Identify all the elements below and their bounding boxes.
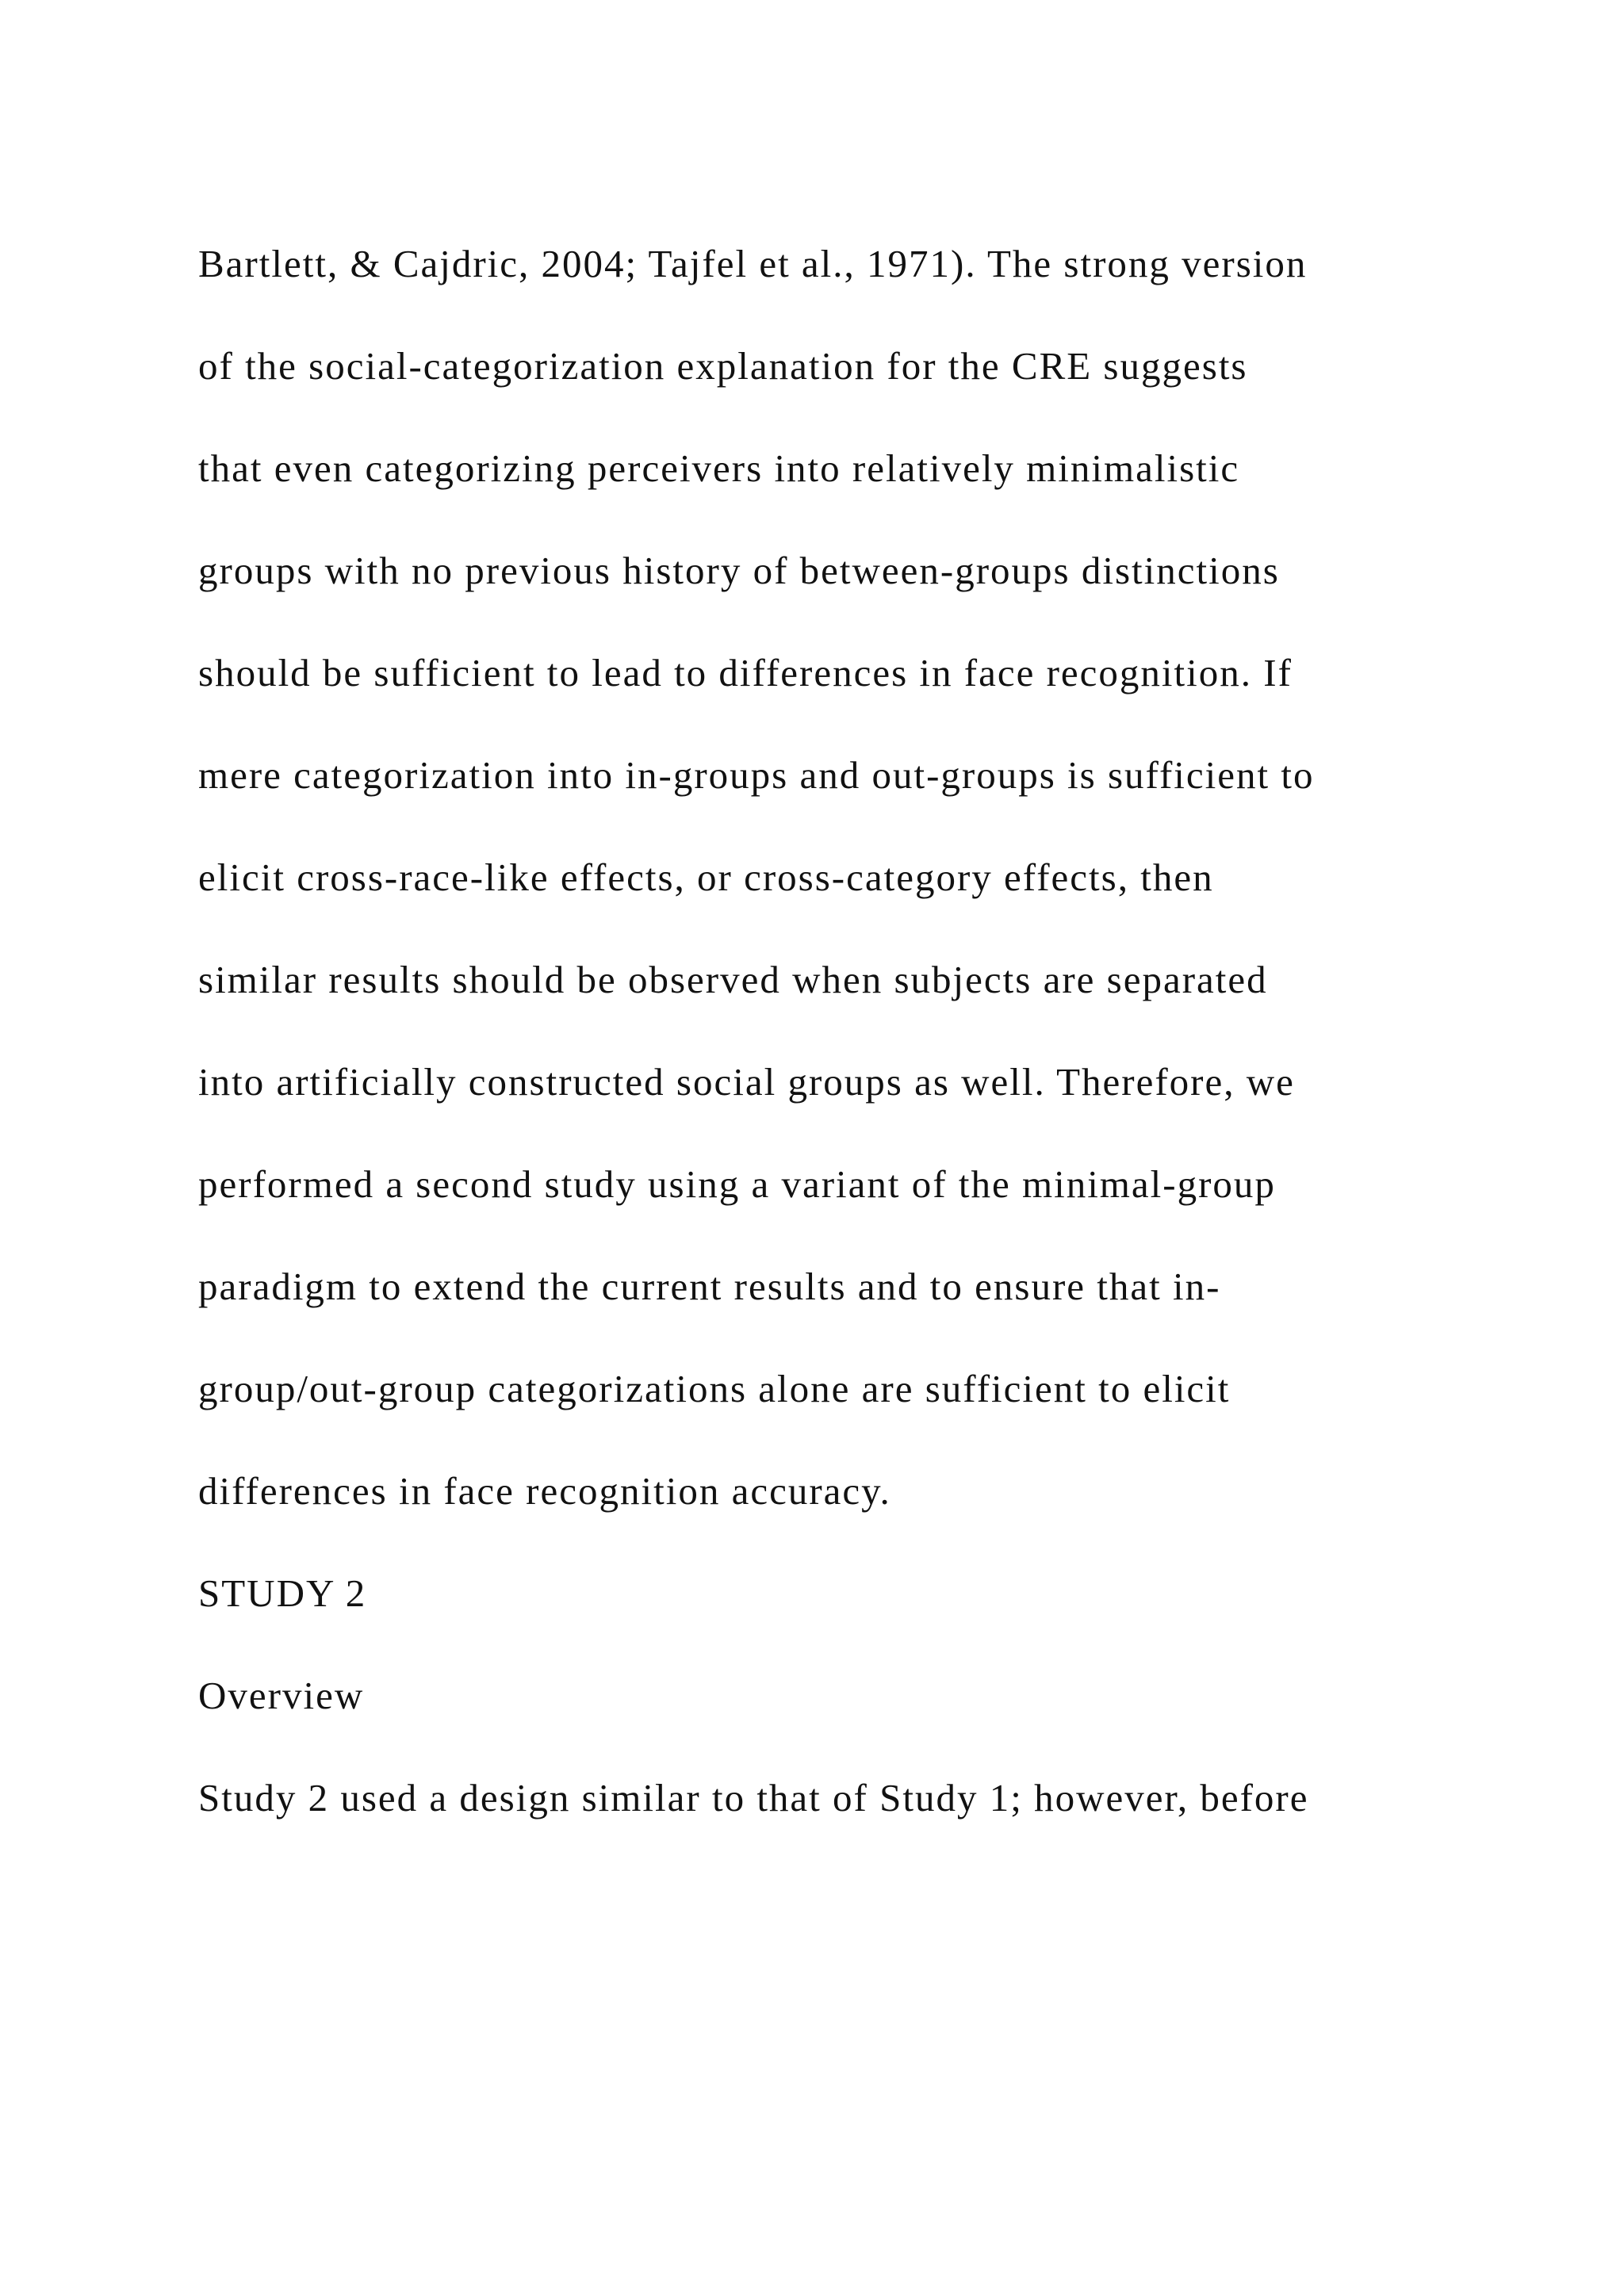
paragraph-line-10: performed a second study using a variant of the minimal-group [198,1162,1276,1206]
paragraph-line-5: should be sufficient to lead to differences in face recognition. If [198,651,1293,695]
section-heading-study-2: STUDY 2 [198,1571,367,1615]
paragraph-line-11: paradigm to extend the current results and to ensure that in- [198,1265,1221,1308]
subsection-heading-overview: Overview [198,1674,365,1717]
paragraph-line-7: elicit cross-race-like effects, or cross-category effects, then [198,855,1214,899]
document-body [198,238,1467,1874]
paragraph-line-6: mere categorization into in-groups and out-groups is sufficient to [198,753,1315,797]
paragraph-line-4: groups with no previous history of between-groups distinctions [198,549,1280,592]
paragraph-line-12: group/out-group categorizations alone are sufficient to elicit [198,1367,1231,1410]
paragraph-line-3: that even categorizing perceivers into relatively minimalistic [198,446,1240,490]
paragraph-line-1: Bartlett, & Cajdric, 2004; Tajfel et al., 1971). The strong version [198,242,1308,285]
paragraph-line-8: similar results should be observed when subjects are separated [198,958,1268,1001]
paragraph-line-14: Study 2 used a design similar to that of Study 1; however, before [198,1776,1309,1820]
paragraph-line-13: differences in face recognition accuracy. [198,1469,891,1513]
paragraph-line-2: of the social-categorization explanation for the CRE suggests [198,344,1248,388]
paragraph-line-9: into artificially constructed social groups as well. Therefore, we [198,1060,1295,1104]
